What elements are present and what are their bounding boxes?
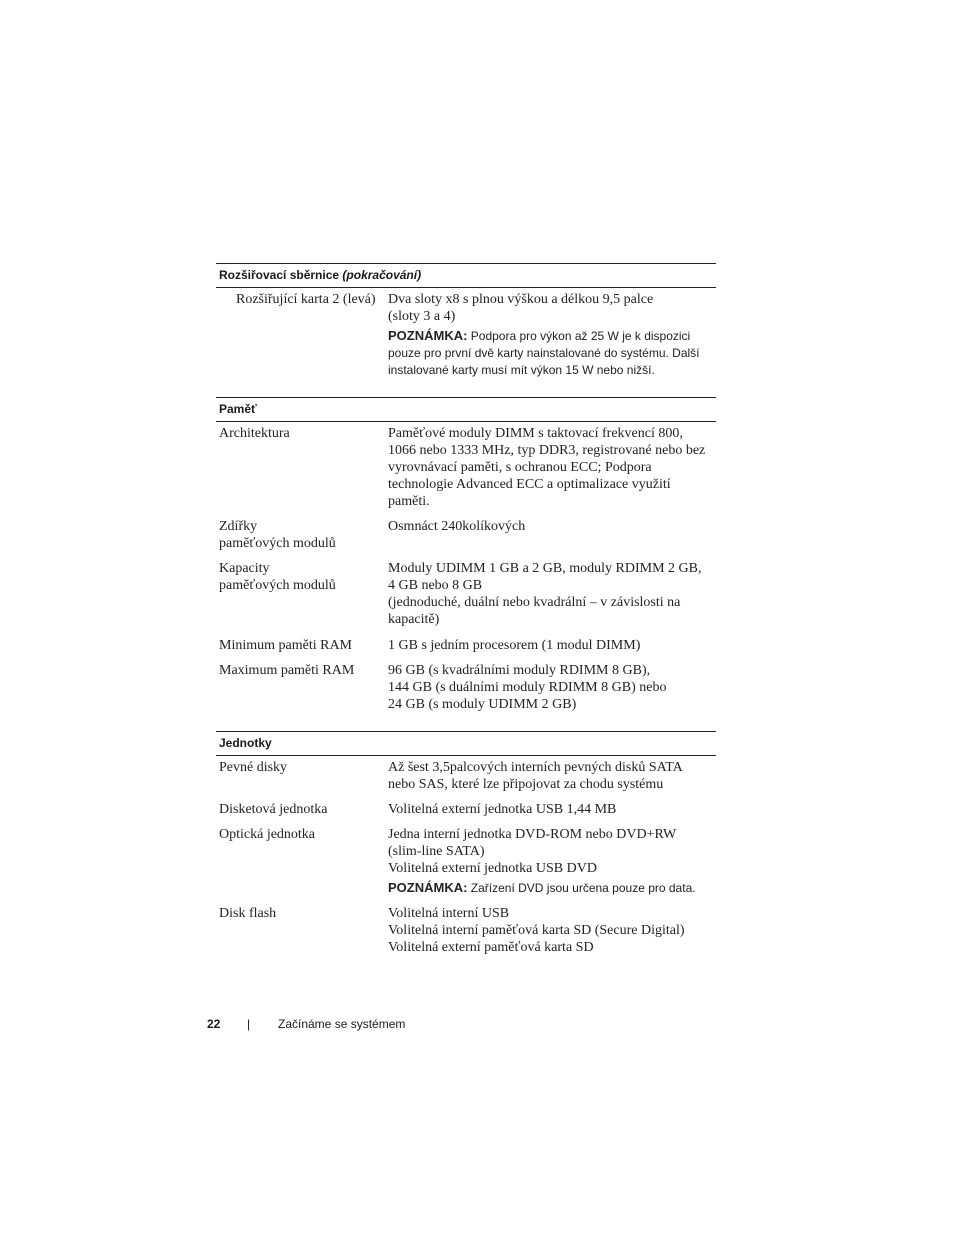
note-label: POZNÁMKA:	[388, 328, 468, 343]
note-text: Podpora pro výkon až 25 W je k dispozici	[470, 329, 691, 343]
value-line: Paměťové moduly DIMM s taktovací frekvencí 800,	[388, 426, 683, 441]
value-line: (slim-line SATA)	[388, 844, 485, 859]
label-text: Disketová jednotka	[219, 802, 328, 817]
label-text: Disk flash	[219, 906, 277, 921]
value-line: 96 GB (s kvadrálními moduly RDIMM 8 GB),	[388, 663, 651, 678]
value-line: (sloty 3 a 4)	[388, 309, 456, 324]
row-value	[388, 560, 718, 628]
row-label	[219, 826, 315, 843]
label-text: paměťových modulů	[219, 578, 336, 593]
row-value	[388, 637, 718, 654]
value-line: paměti.	[388, 494, 430, 509]
label-text: Architektura	[219, 426, 290, 441]
label-text: paměťových modulů	[219, 536, 336, 551]
value-line: (jednoduché, duální nebo kvadrální – v závislosti na	[388, 595, 681, 610]
section-header-drives	[216, 731, 716, 756]
note-label: POZNÁMKA:	[388, 880, 468, 895]
section-title: Paměť	[219, 402, 257, 416]
label-text: Kapacity	[219, 561, 270, 576]
value-line: Jedna interní jednotka DVD-ROM nebo DVD+RW	[388, 827, 677, 842]
note-text: instalované karty musí mít výkon 15 W nebo nižší.	[388, 363, 655, 377]
row-label	[219, 560, 336, 594]
row-label	[219, 637, 352, 654]
value-line: vyrovnávací paměti, s ochranou ECC; Podpora	[388, 460, 652, 475]
label-text: Rozšiřující karta 2 (levá)	[236, 292, 376, 307]
label-text: Zdířky	[219, 519, 258, 534]
row-value	[388, 291, 718, 325]
section-header-memory	[216, 397, 716, 422]
row-label	[219, 905, 276, 922]
section-title: Rozšiřovací sběrnice	[219, 268, 340, 282]
row-label	[219, 801, 327, 818]
value-line: kapacitě)	[388, 612, 440, 627]
value-line: 1066 nebo 1333 MHz, typ DDR3, registrované nebo bez	[388, 443, 706, 458]
row-label	[219, 759, 287, 776]
row-value	[388, 518, 718, 535]
row-value	[388, 905, 718, 956]
value-line: Osmnáct 240kolíkových	[388, 519, 526, 534]
value-line: Moduly UDIMM 1 GB a 2 GB, moduly RDIMM 2 GB,	[388, 561, 702, 576]
label-text: Maximum paměti RAM	[219, 663, 355, 678]
section-title: Jednotky	[219, 736, 272, 750]
value-line: Dva sloty x8 s plnou výškou a délkou 9,5 palce	[388, 292, 654, 307]
value-line: Volitelná externí jednotka USB DVD	[388, 861, 597, 876]
section-header-expansion-bus	[216, 263, 716, 288]
row-label	[219, 518, 336, 552]
value-line: Volitelná interní paměťová karta SD (Secure Digital)	[388, 923, 685, 938]
value-line: 144 GB (s duálními moduly RDIMM 8 GB) nebo	[388, 680, 667, 695]
value-line: Volitelná interní USB	[388, 906, 510, 921]
label-text: Pevné disky	[219, 760, 288, 775]
row-label	[219, 662, 354, 679]
value-line: Volitelná externí paměťová karta SD	[388, 940, 594, 955]
row-label	[236, 291, 376, 308]
note-text: pouze pro první dvě karty nainstalované do systému. Další	[388, 346, 700, 360]
row-label	[219, 425, 290, 442]
value-line: Volitelná externí jednotka USB 1,44 MB	[388, 802, 617, 817]
note-block	[388, 879, 718, 897]
note-block	[388, 327, 718, 379]
note-text: Zařízení DVD jsou určena pouze pro data.	[470, 881, 696, 895]
value-line: nebo SAS, které lze připojovat za chodu systému	[388, 777, 664, 792]
value-line: Až šest 3,5palcových interních pevných disků SATA	[388, 760, 683, 775]
value-line: 24 GB (s moduly UDIMM 2 GB)	[388, 697, 577, 712]
section-title-suffix: (pokračování)	[342, 268, 422, 282]
row-value	[388, 826, 718, 877]
label-text: Minimum paměti RAM	[219, 638, 352, 653]
chapter-title: Začínáme se systémem	[278, 1017, 406, 1031]
row-value	[388, 425, 718, 510]
row-value	[388, 662, 718, 713]
value-line: 4 GB nebo 8 GB	[388, 578, 483, 593]
row-value	[388, 759, 718, 793]
page-number: 22	[207, 1017, 221, 1031]
footer-separator: |	[247, 1017, 251, 1031]
row-value	[388, 801, 718, 818]
value-line: technologie Advanced ECC a optimalizace využití	[388, 477, 671, 492]
value-line: 1 GB s jedním procesorem (1 modul DIMM)	[388, 638, 641, 653]
label-text: Optická jednotka	[219, 827, 316, 842]
